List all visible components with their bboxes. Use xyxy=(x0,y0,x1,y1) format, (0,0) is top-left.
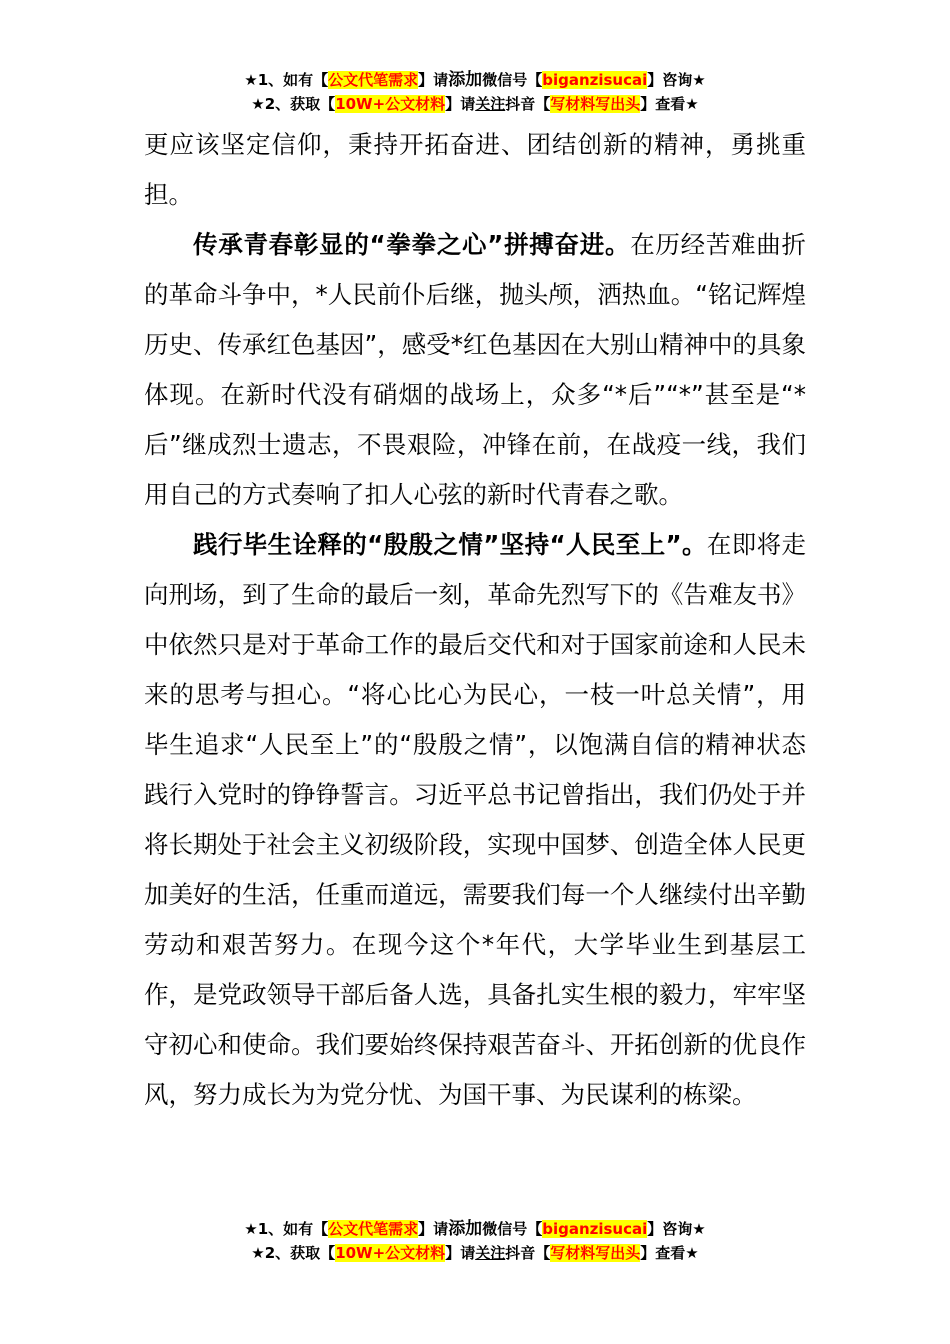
banner-text: 】请 xyxy=(418,71,449,89)
banner-text: 】查看★ xyxy=(640,1244,699,1262)
banner-wechat-id: biganzisucai xyxy=(542,1220,648,1238)
banner-text: 】请 xyxy=(445,1244,476,1262)
banner-emphasis: 关注 xyxy=(475,1244,506,1262)
paragraph-text: 更应该坚定信仰，秉持开拓奋进、团结创新的精神，勇挑重担。 xyxy=(144,130,806,209)
paragraph-section-2 xyxy=(144,520,806,1120)
paragraph-text: 在即将走向刑场，到了生命的最后一刻，革命先烈写下的《告难友书》中依然只是对于革命工作的最后交代和对于国家前途和人民未来的思考与担心。“将心比心为民心，一枝一叶总关情”，用毕生追求“人民至上”的“殷殷之情”，以饱满自信的精神状态践行入党时的铮铮誓言。习近平总书记曾指出，我们仍处于并将长期处于社会主义初级阶段，实现中国梦、创造全体人民更加美好的生活，任重而道远，需要我们每一个人继续付出辛勤劳动和艰苦努力。在现今这个*年代，大学毕业生到基层工作，是党政领导干部后备人选，具备扎实生根的毅力，牢牢坚守初心和使命。我们要始终保持艰苦奋斗、开拓创新的优良作风，努力成长为为党分忧、为国干事、为民谋利的栋梁。 xyxy=(144,530,806,1109)
banner-douyin-id: 写材料写出头 xyxy=(550,1244,641,1262)
banner-line-1 xyxy=(0,68,950,92)
banner-text: ★1、如有【 xyxy=(244,71,329,89)
banner-text: 微信号【 xyxy=(482,71,543,89)
banner-text: 】请 xyxy=(445,95,476,113)
document-body xyxy=(144,120,806,1120)
paragraph-text: 在历经苦难曲折的革命斗争中，*人民前仆后继，抛头颅，洒热血。“铭记辉煌历史、传承红色基因”，感受*红色基因在大别山精神中的具象体现。在新时代没有硝烟的战场上，众多“*后”“*”甚至是“*后”继成烈士遗志，不畏艰险，冲锋在前，在战疫一线，我们用自己的方式奏响了扣人心弦的新时代青春之歌。 xyxy=(144,230,807,509)
header-banner xyxy=(0,68,950,116)
paragraph-heading: 传承青春彰显的“拳拳之心”拼搏奋进。 xyxy=(193,230,631,259)
banner-emphasis: 关注 xyxy=(475,95,506,113)
banner-text: ★2、获取【 xyxy=(251,95,336,113)
banner-text: 】请 xyxy=(418,1220,449,1238)
banner-emphasis: 添加 xyxy=(448,70,483,90)
banner-emphasis: 添加 xyxy=(448,1219,483,1239)
banner-line-2 xyxy=(0,1241,950,1265)
paragraph-heading: 践行毕生诠释的“殷殷之情”坚持“人民至上”。 xyxy=(193,530,707,559)
banner-douyin-id: 写材料写出头 xyxy=(550,95,641,113)
footer-banner xyxy=(0,1217,950,1265)
banner-text: 抖音【 xyxy=(505,95,551,113)
paragraph-continuation xyxy=(144,120,806,220)
banner-line-2 xyxy=(0,92,950,116)
banner-line-1 xyxy=(0,1217,950,1241)
banner-wechat-id: biganzisucai xyxy=(542,71,648,89)
banner-text: 微信号【 xyxy=(482,1220,543,1238)
banner-text: ★1、如有【 xyxy=(244,1220,329,1238)
banner-text: 】查看★ xyxy=(640,95,699,113)
banner-text: 】咨询★ xyxy=(647,1220,706,1238)
banner-highlight: 公文代笔需求 xyxy=(328,1220,419,1238)
banner-text: 】咨询★ xyxy=(647,71,706,89)
banner-text: ★2、获取【 xyxy=(251,1244,336,1262)
banner-highlight: 10W+公文材料 xyxy=(335,1244,446,1262)
banner-highlight: 10W+公文材料 xyxy=(335,95,446,113)
banner-highlight: 公文代笔需求 xyxy=(328,71,419,89)
paragraph-section-1 xyxy=(144,220,806,520)
banner-text: 抖音【 xyxy=(505,1244,551,1262)
